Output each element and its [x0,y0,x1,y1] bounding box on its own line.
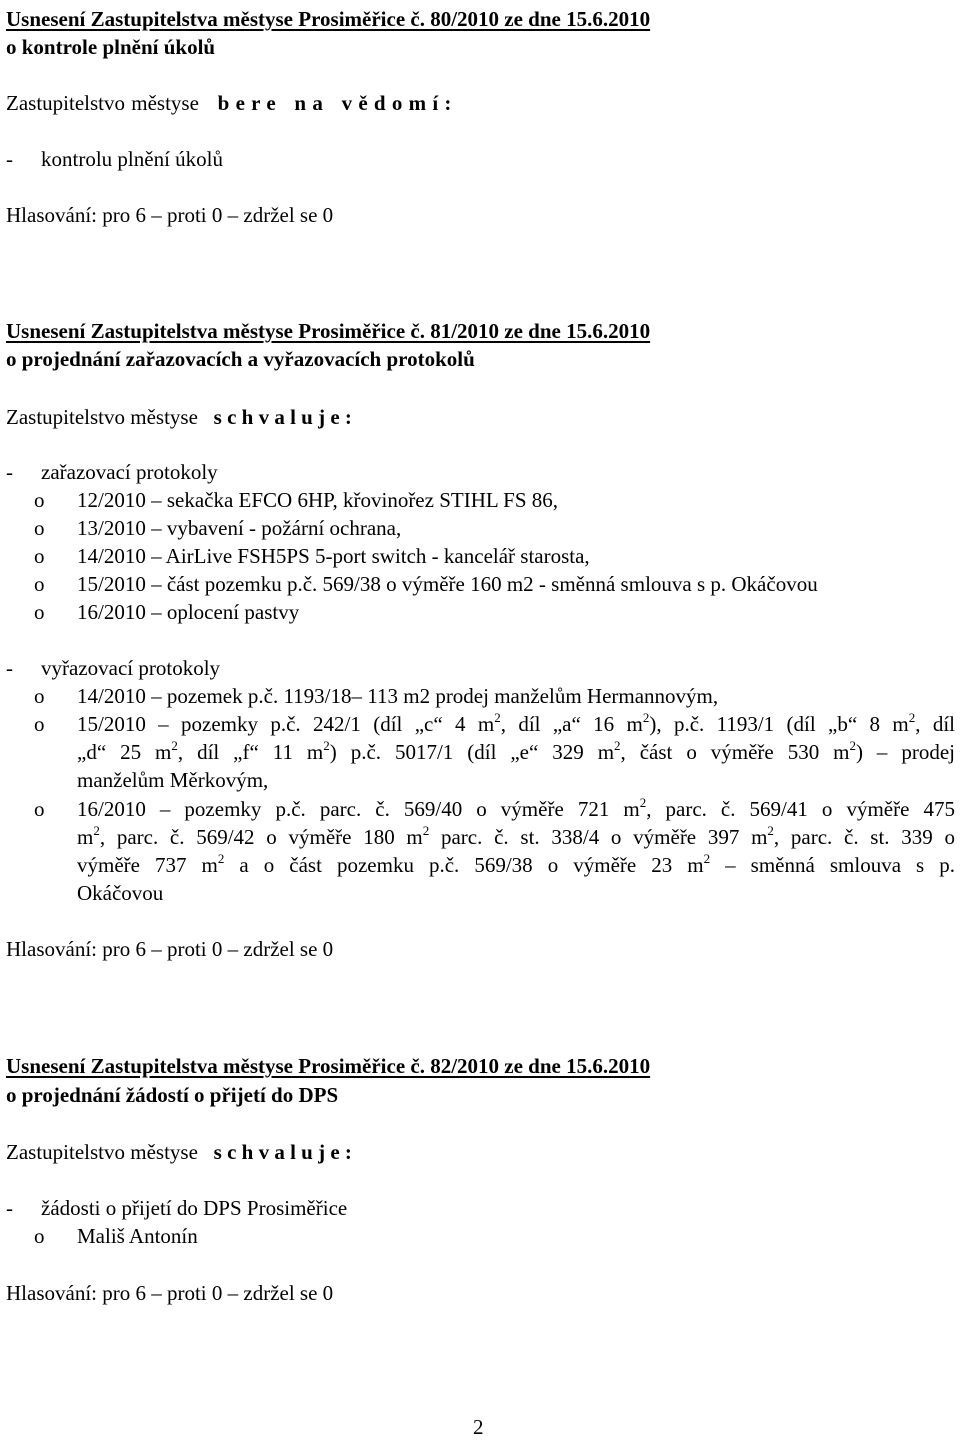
list-item-text: 15/2010 – pozemky p.č. 242/1 (díl „c“ 4 $m^2$, díl „a“ 16 $m^2$), p.č. 1193/1 (díl „b“ 8 $m^2$, díl [77,710,955,736]
bullet-marker: o [34,712,45,736]
list-item-text: 13/2010 – vybavení - požární ochrana, [77,516,402,540]
dash-marker: - [6,1196,13,1220]
item-text: žádosti o přijetí do DPS Prosiměřice [41,1196,348,1220]
bullet-marker: o [34,572,45,596]
resolution-82-vote: Hlasování: pro 6 – proti 0 – zdržel se 0 [6,1281,334,1305]
list-item-text: „d“ 25 $m^2$, díl „f“ 11 $m^2$) p.č. 5017/1 (díl „e“ 329 $m^2$, část o výměře 530 $m^2$) – prodej [77,738,956,764]
dash-marker: - [6,460,13,484]
council-label: Zastupitelstvo městyse [6,1140,198,1164]
bullet-marker: o [34,488,45,512]
list-item-text: 16/2010 – oplocení pastvy [77,600,300,624]
bullet-marker: o [34,600,45,624]
list-item-text: 14/2010 – pozemek p.č. 1193/18– 113 m2 prodej manželům Hermannovým, [77,684,719,708]
list-item-text: 12/2010 – sekačka EFCO 6HP, křovinořez STIHL FS 86, [77,488,559,512]
item-text: kontrolu plnění úkolů [41,147,223,171]
list-item-text: Okáčovou [77,881,164,905]
dash-marker: - [6,147,13,171]
exclusion-label: vyřazovací protokoly [41,656,221,680]
resolution-81-subtitle: o projednání zařazovacích a vyřazovacích protokolů [6,347,475,371]
resolution-verb: s c h v a l u j e : [213,1140,352,1164]
resolution-verb: s c h v a l u j e : [213,405,352,429]
bullet-marker: o [34,797,45,821]
bullet-marker: o [34,544,45,568]
resolution-82-subtitle: o projednání žádostí o přijetí do DPS [6,1083,339,1107]
list-item-text: výměře 737 $m^2$ a o část pozemku p.č. 569/38 o výměře 23 $m^2$ – směnná smlouva s p. [77,851,956,877]
resolution-80-subtitle: o kontrole plnění úkolů [6,35,216,59]
bullet-marker: o [34,516,45,540]
resolution-verb: b e r e n a v ě d o m í : [217,91,452,115]
resolution-82-body [6,1139,352,1165]
resolution-80-body [6,90,451,116]
list-item-text: $m^2$, parc. č. 569/42 o výměře 180 $m^2$ parc. č. st. 338/4 o výměře 397 $m^2$, parc. č. st. 339 o [77,823,956,849]
bullet-marker: o [34,1224,45,1248]
resolution-81-vote: Hlasování: pro 6 – proti 0 – zdržel se 0 [6,937,334,961]
list-item-text: 14/2010 – AirLive FSH5PS 5-port switch - kancelář starosta, [77,544,590,568]
council-label: Zastupitelstvo městyse [6,91,199,115]
resolution-81-heading: Usnesení Zastupitelstva městyse Prosiměřice č. 81/2010 ze dne 15.6.2010 [6,319,651,343]
page-number: 2 [473,1415,484,1439]
resolution-82-heading: Usnesení Zastupitelstva městyse Prosiměřice č. 82/2010 ze dne 15.6.2010 [6,1054,651,1078]
list-item-text: 16/2010 – pozemky p.č. parc. č. 569/40 o výměře 721 $m^2$, parc. č. 569/41 o výměře 475 [77,795,955,821]
dash-marker: - [6,656,13,680]
council-label: Zastupitelstvo městyse [6,405,198,429]
resolution-81-body [6,404,352,430]
list-item-text: manželům Měrkovým, [77,768,269,792]
resolution-80-heading: Usnesení Zastupitelstva městyse Prosiměřice č. 80/2010 ze dne 15.6.2010 [6,7,651,31]
list-item-text: 15/2010 – část pozemku p.č. 569/38 o výměře 160 m2 - směnná smlouva s p. Okáčovou [77,572,818,596]
inclusion-label: zařazovací protokoly [41,460,218,484]
list-item-text: Mališ Antonín [77,1224,198,1248]
resolution-80-vote: Hlasování: pro 6 – proti 0 – zdržel se 0 [6,203,334,227]
bullet-marker: o [34,684,45,708]
